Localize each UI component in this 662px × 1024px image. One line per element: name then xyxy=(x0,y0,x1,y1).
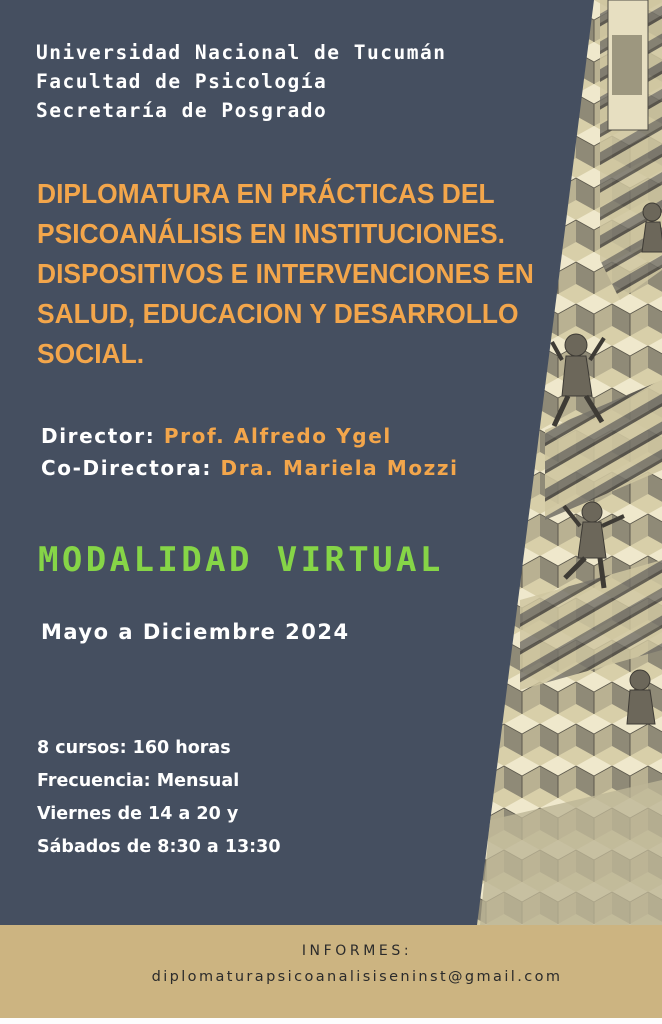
details-item: Sábados de 8:30 a 13:30 xyxy=(37,837,281,857)
institution-header xyxy=(36,38,446,125)
program-title-line: SALUD, EDUCACION Y DESARROLLO xyxy=(37,298,519,329)
university-name: Universidad Nacional de Tucumán xyxy=(36,41,447,64)
details-item: Frecuencia: Mensual xyxy=(37,771,240,791)
codirector-label: Co-Directora: xyxy=(41,456,212,480)
contact-label: INFORMES: xyxy=(301,943,413,959)
codirector-line xyxy=(41,456,459,480)
date-range: Mayo a Diciembre 2024 xyxy=(41,620,350,644)
program-title-line: PSICOANÁLISIS EN INSTITUCIONES. xyxy=(37,218,505,249)
program-title-line: DIPLOMATURA EN PRÁCTICAS DEL xyxy=(37,178,495,209)
course-details xyxy=(37,732,281,864)
details-item: Viernes de 14 a 20 y xyxy=(37,804,239,824)
details-item: 8 cursos: 160 horas xyxy=(37,738,231,758)
program-title-line: SOCIAL. xyxy=(37,338,145,369)
faculty-name: Facultad de Psicología xyxy=(36,70,328,93)
modality-heading: MODALIDAD VIRTUAL xyxy=(38,540,444,580)
codirector-name: Dra. Mariela Mozzi xyxy=(220,456,459,480)
director-label: Director: xyxy=(41,424,156,448)
director-line xyxy=(41,424,392,448)
program-title-line: DISPOSITIVOS E INTERVENCIONES EN xyxy=(37,258,534,289)
director-name: Prof. Alfredo Ygel xyxy=(163,424,392,448)
secretariat-name: Secretaría de Posgrado xyxy=(36,99,328,122)
contact-email: diplomaturapsicoanalisiseninst@gmail.com xyxy=(151,969,563,985)
bottom-margin xyxy=(0,1018,662,1024)
program-title xyxy=(37,174,534,374)
